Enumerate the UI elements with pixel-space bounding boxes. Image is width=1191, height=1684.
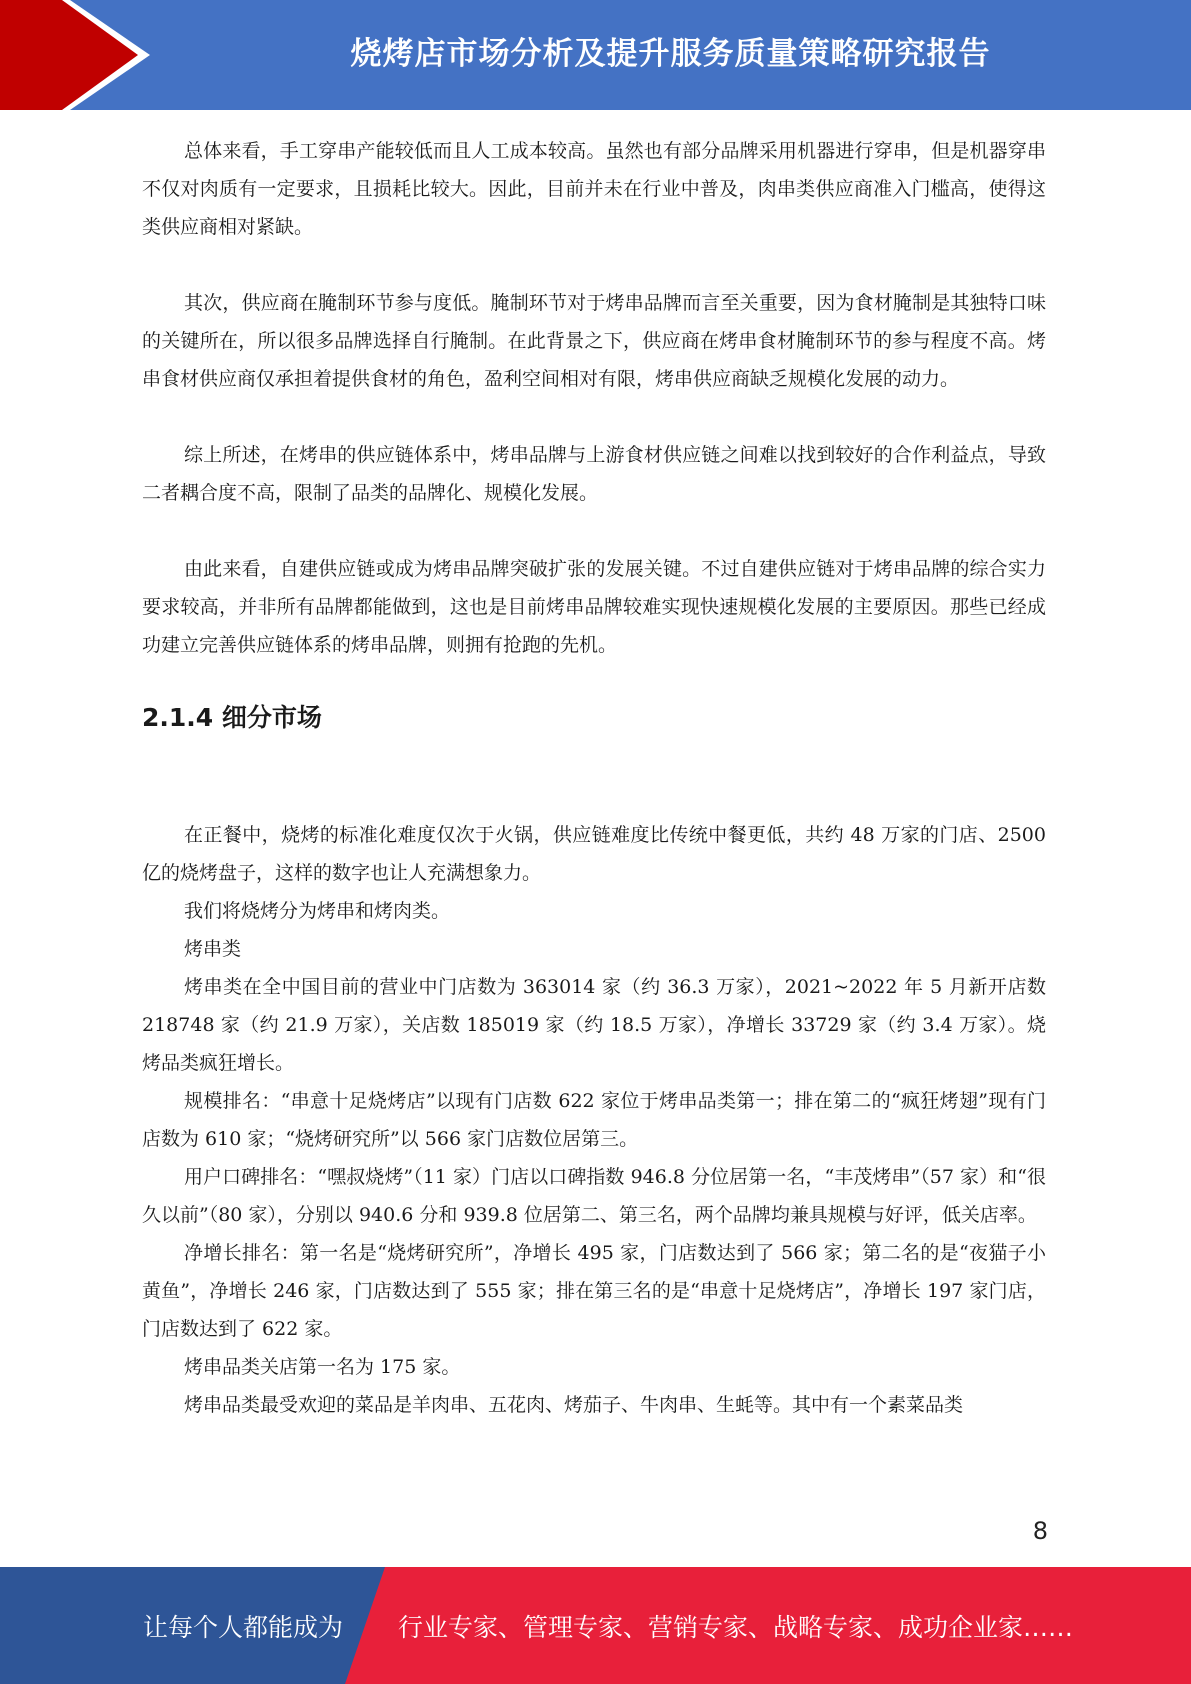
paragraph: 用户口碑排名：“嘿叔烧烤”（11 家）门店以口碑指数 946.8 分位居第一名，“丰茂烤串”（57 家）和“很久以前”（80 家），分别以 940.6 分和 939.8 位居第二、第三名，两个品牌均兼具规模与好评，低关店率。	[142, 1166, 1046, 1226]
paragraph: 烤串类	[184, 938, 242, 960]
page-content	[142, 132, 1046, 1424]
section-heading: 2.1.4 细分市场	[142, 703, 322, 732]
document-title: 烧烤店市场分析及提升服务质量策略研究报告	[350, 35, 991, 72]
paragraph: 烤串品类最受欢迎的菜品是羊肉串、五花肉、烤茄子、牛肉串、生蚝等。其中有一个素菜品类	[184, 1394, 964, 1416]
paragraph: 由此来看，自建供应链或成为烤串品牌突破扩张的发展关键。不过自建供应链对于烤串品牌的综合实力要求较高，并非所有品牌都能做到，这也是目前烤串品牌较难实现快速规模化发展的主要原因。那些已经成功建立完善供应链体系的烤串品牌，则拥有抢跑的先机。	[142, 558, 1046, 656]
paragraph: 烤串品类关店第一名为 175 家。	[184, 1356, 461, 1378]
paragraph: 综上所述，在烤串的供应链体系中，烤串品牌与上游食材供应链之间难以找到较好的合作利益点，导致二者耦合度不高，限制了品类的品牌化、规模化发展。	[142, 444, 1046, 504]
paragraph: 总体来看，手工穿串产能较低而且人工成本较高。虽然也有部分品牌采用机器进行穿串，但是机器穿串不仅对肉质有一定要求，且损耗比较大。因此，目前并未在行业中普及，肉串类供应商准入门槛高，使得这类供应商相对紧缺。	[142, 140, 1046, 238]
page-footer	[0, 1567, 1191, 1684]
paragraph: 烤串类在全中国目前的营业中门店数为 363014 家（约 36.3 万家），2021~2022 年 5 月新开店数 218748 家（约 21.9 万家），关店数 185019 家（约 18.5 万家），净增长 33729 家（约 3.4 万家）。烧烤品类疯狂增长。	[142, 976, 1046, 1074]
footer-slogan-right: 行业专家、管理专家、营销专家、战略专家、成功企业家……	[398, 1612, 1074, 1642]
paragraph: 我们将烧烤分为烤串和烤肉类。	[184, 900, 451, 922]
header-arrow	[0, 0, 138, 110]
page-number: 8	[1032, 1517, 1048, 1545]
footer-slogan-left: 让每个人都能成为	[143, 1612, 344, 1642]
paragraph: 其次，供应商在腌制环节参与度低。腌制环节对于烤串品牌而言至关重要，因为食材腌制是其独特口味的关键所在，所以很多品牌选择自行腌制。在此背景之下，供应商在烤串食材腌制环节的参与程度不高。烤串食材供应商仅承担着提供食材的角色，盈利空间相对有限，烤串供应商缺乏规模化发展的动力。	[142, 292, 1046, 390]
paragraph: 规模排名：“串意十足烧烤店”以现有门店数 622 家位于烤串品类第一；排在第二的“疯狂烤翅”现有门店数为 610 家；“烧烤研究所”以 566 家门店数位居第三。	[142, 1090, 1046, 1150]
paragraph: 净增长排名：第一名是“烧烤研究所”，净增长 495 家，门店数达到了 566 家；第二名的是“夜猫子小黄鱼”，净增长 246 家，门店数达到了 555 家；排在第三名的是“串意十足烧烤店”，净增长 197 家门店，门店数达到了 622 家。	[142, 1242, 1046, 1340]
paragraph: 在正餐中，烧烤的标准化难度仅次于火锅，供应链难度比传统中餐更低，共约 48 万家的门店、2500 亿的烧烤盘子，这样的数字也让人充满想象力。	[142, 824, 1046, 884]
page-header	[0, 0, 1191, 110]
